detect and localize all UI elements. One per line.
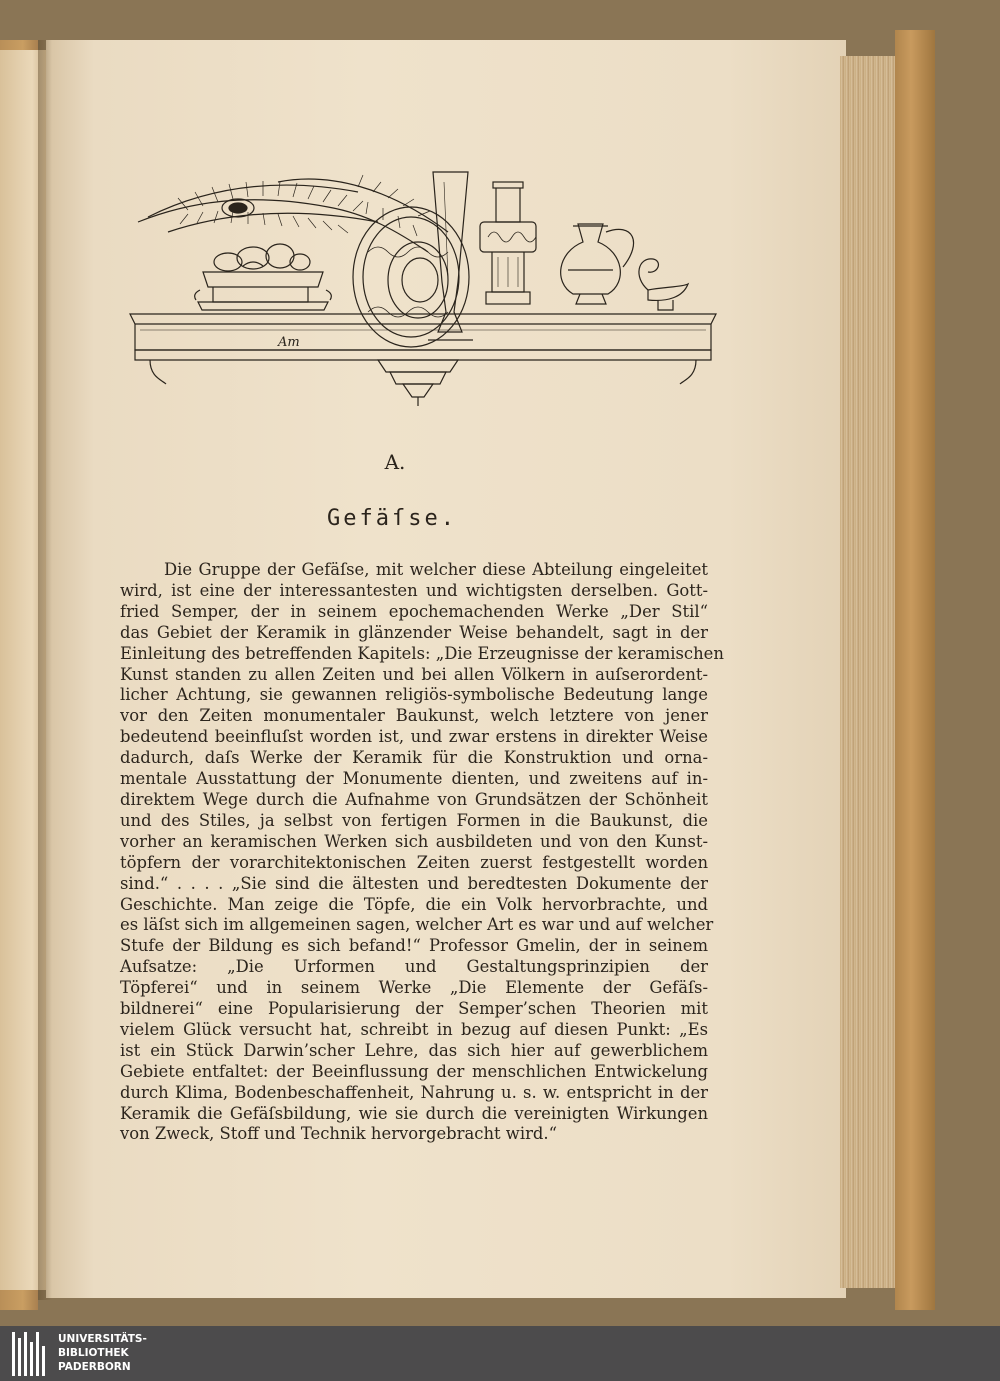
right-book-cover: [895, 30, 935, 1310]
text-line: bildnerei“ eine Popularisierung der Semper’schen Theorien mit: [120, 999, 708, 1019]
library-logo-text: [58, 1332, 147, 1374]
text-line: dadurch, daſs Werke der Keramik für die Konstruktion und orna-: [120, 748, 708, 768]
text-line: das Gebiet der Keramik in glänzender Weise behandelt, sagt in der: [120, 622, 708, 642]
text-line: vielem Glück versucht hat, schreibt in bezug auf diesen Punkt: „Es: [120, 1019, 708, 1039]
body-text: [120, 560, 724, 1145]
text-line: wird, ist eine der interessantesten und wichtigsten derselben. Gott-: [120, 580, 708, 600]
text-line: Einleitung des betreffenden Kapitels: „Die Erzeugnisse der keramischen: [120, 643, 724, 663]
text-line: ist ein Stück Darwin’scher Lehre, das sich hier auf gewerblichem: [120, 1040, 708, 1060]
text-line: Stufe der Bildung es sich befand!“ Professor Gmelin, der in seinem: [120, 936, 708, 956]
text-line: fried Semper, der in seinem epochemachenden Werke „Der Stil“: [120, 601, 708, 621]
logo-line: UNIVERSITÄTS-: [58, 1333, 147, 1345]
logo-line: PADERBORN: [58, 1361, 131, 1373]
text-line: licher Achtung, sie gewannen religiös-symbolische Bedeutung lange: [120, 685, 708, 705]
logo-line: BIBLIOTHEK: [58, 1347, 129, 1359]
text-line: vorher an keramischen Werken sich ausbildeten und von den Kunst-: [120, 831, 708, 851]
text-line: mentale Ausstattung der Monumente dienten, und zweitens auf in-: [120, 769, 708, 789]
text-line: Gebiete entfaltet: der Beeinflussung der menschlichen Entwickelung: [120, 1061, 708, 1081]
illustration-signature: Am: [278, 335, 300, 350]
text-line: Geschichte. Man zeige die Töpfe, die ein Volk hervorbrachte, und: [120, 894, 708, 914]
text-line: Aufsatze: „Die Urformen und Gestaltungsprinzipien der: [120, 957, 708, 977]
library-logo-icon: [12, 1332, 50, 1376]
page-gutter-shadow: [38, 40, 52, 1300]
text-line: von Zweck, Stoff und Technik hervorgebracht wird.“: [120, 1124, 558, 1144]
text-line: durch Klima, Bodenbeschaffenheit, Nahrung u. s. w. entspricht in der: [120, 1082, 708, 1102]
text-line: Die Gruppe der Gefäſse, mit welcher diese Abteilung eingeleitet: [164, 560, 708, 579]
text-line: Töpferei“ und in seinem Werke „Die Elemente der Gefäſs-: [120, 978, 708, 998]
text-line: vor den Zeiten monumentaler Baukunst, welch letztere von jener: [120, 706, 708, 726]
text-line: Kunst standen zu allen Zeiten und bei allen Völkern in auſserordent-: [120, 664, 708, 684]
section-title: Gefäſse.: [327, 506, 457, 531]
text-line: Keramik die Gefäſsbildung, wie sie durch die vereinigten Wirkungen: [120, 1103, 708, 1123]
text-line: bedeutend beeinfluſst worden ist, und zwar erstens in direkter Weise: [120, 727, 708, 747]
text-line: direktem Wege durch die Aufnahme von Grundsätzen der Schönheit: [120, 789, 708, 809]
library-logo-bar: [0, 1326, 1000, 1381]
section-letter: A.: [384, 450, 406, 474]
text-line: töpfern der vorarchitektonischen Zeiten zuerst festgestellt worden: [120, 852, 708, 872]
page-stack-edges: [840, 56, 898, 1288]
text-line: sind.“ . . . . „Sie sind die ältesten und beredtesten Dokumente der: [120, 873, 708, 893]
shelf-vignette-illustration: [128, 162, 718, 412]
text-line: es läſst sich im allgemeinen sagen, welcher Art es war und auf welcher: [120, 915, 714, 935]
text-line: und des Stiles, ja selbst von fertigen Formen in die Baukunst, die: [120, 810, 708, 830]
